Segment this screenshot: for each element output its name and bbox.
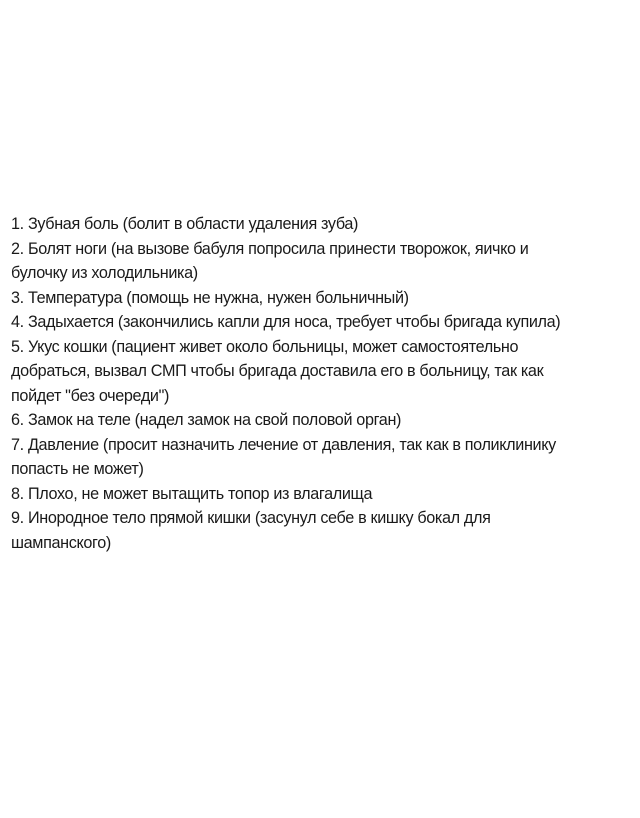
list-item-5-line-2: добраться, вызвал СМП чтобы бригада доставила его в больницу, так как (11, 362, 544, 380)
list-item-9-line-2: шампанского) (11, 533, 111, 552)
list-item-7-line-2: попасть не может) (11, 460, 144, 478)
list-item-1-line-1: 1. Зубная боль (болит в области удаления зуба) (11, 215, 359, 233)
list-item-2-line-1: 2. Болят ноги (на вызове бабуля попросила принести творожок, яичко и (11, 239, 529, 258)
list-item-5-line-3: пойдет "без очереди") (11, 386, 170, 405)
list-item-4-line-1: 4. Задыхается (закончились капли для носа, требует чтобы бригада купила) (11, 313, 561, 331)
list-item-5-line-1: 5. Укус кошки (пациент живет около больницы, может самостоятельно (11, 337, 519, 356)
list-item-7-line-1: 7. Давление (просит назначить лечение от давления, так как в поликлинику (11, 435, 556, 454)
list-item-9-line-1: 9. Инородное тело прямой кишки (засунул себе в кишку бокал для (11, 509, 491, 527)
list-item-8-line-1: 8. Плохо, не может вытащить топор из влагалища (11, 484, 373, 503)
list-item-6-line-1: 6. Замок на теле (надел замок на свой половой орган) (11, 411, 402, 429)
list-item-2-line-2: булочку из холодильника) (11, 264, 198, 282)
list-item-3-line-1: 3. Температура (помощь не нужна, нужен больничный) (11, 288, 409, 307)
call-reasons-list (11, 212, 636, 555)
